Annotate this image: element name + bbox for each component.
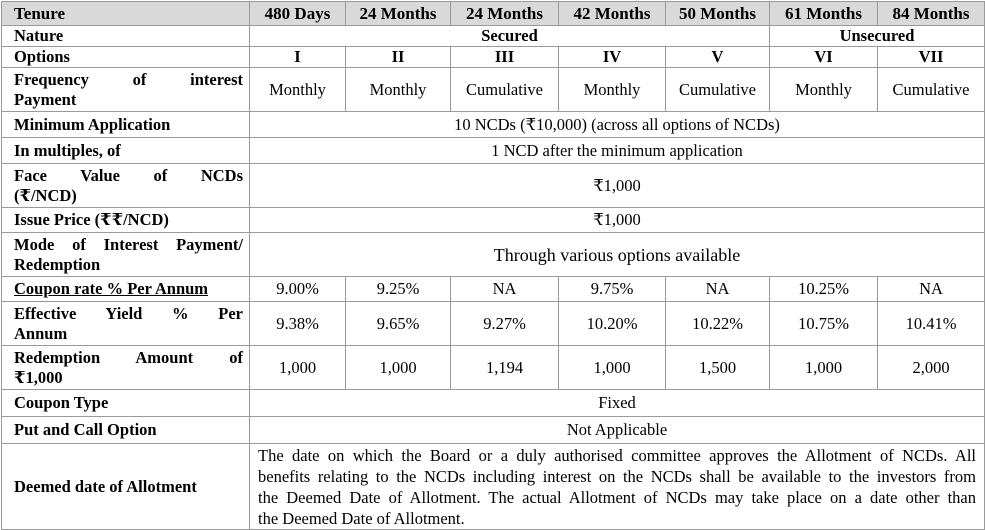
option-cell: I [250,47,346,68]
frequency-cell: Monthly [346,68,451,112]
effective-yield-cell: 10.41% [878,302,985,346]
issue-price-value: ₹1,000 [250,208,985,233]
deemed-date-row [2,444,985,530]
minimum-application-row [2,112,985,138]
tenure-cell: 50 Months [666,2,770,26]
frequency-cell: Monthly [559,68,666,112]
coupon-rate-cell: NA [666,277,770,302]
frequency-label [2,68,250,112]
coupon-rate-cell: NA [451,277,559,302]
coupon-rate-cell: 9.75% [559,277,666,302]
redemption-amount-label-line: ₹1,000 [14,367,63,387]
mode-label-line: Mode of Interest Payment/ [14,234,243,254]
coupon-rate-row [2,277,985,302]
tenure-cell: 84 Months [878,2,985,26]
secured-cell: Secured [250,26,770,47]
face-value-label-line: (₹/NCD) [14,185,77,205]
multiples-row [2,138,985,164]
minimum-application-label: Minimum Application [2,112,250,138]
option-cell: V [666,47,770,68]
frequency-label-line: Payment [14,89,77,109]
effective-yield-cell: 10.75% [770,302,878,346]
redemption-amount-cell: 1,000 [559,346,666,390]
tenure-cell: 24 Months [346,2,451,26]
deemed-date-line: benefits relating to the NCDs including interest on the NCDs shall be available to the investors from [258,466,976,486]
mode-label-line: Redemption [14,254,101,274]
tenure-cell: 480 Days [250,2,346,26]
redemption-amount-row [2,346,985,390]
redemption-amount-cell: 1,000 [770,346,878,390]
ncd-terms-table [1,1,985,530]
deemed-date-description [250,444,985,530]
minimum-application-value: 10 NCDs (₹10,000) (across all options of NCDs) [250,112,985,138]
effective-yield-cell: 10.20% [559,302,666,346]
option-cell: VII [878,47,985,68]
coupon-rate-cell: 9.25% [346,277,451,302]
face-value-label-line: Face Value of NCDs [14,165,243,185]
mode-value: Through various options available [250,233,985,277]
put-call-value: Not Applicable [250,417,985,444]
frequency-cell: Cumulative [451,68,559,112]
redemption-amount-label [2,346,250,390]
coupon-type-label: Coupon Type [2,390,250,417]
frequency-cell: Cumulative [878,68,985,112]
effective-yield-row [2,302,985,346]
effective-yield-cell: 10.22% [666,302,770,346]
coupon-rate-cell: NA [878,277,985,302]
option-cell: III [451,47,559,68]
deemed-date-line: the Deemed Date of Allotment. [258,508,465,528]
frequency-row [2,68,985,112]
deemed-date-label: Deemed date of Allotment [2,444,250,530]
put-call-label: Put and Call Option [2,417,250,444]
mode-label [2,233,250,277]
multiples-value: 1 NCD after the minimum application [250,138,985,164]
unsecured-cell: Unsecured [770,26,985,47]
tenure-row [2,2,985,26]
redemption-amount-cell: 1,000 [346,346,451,390]
option-cell: IV [559,47,666,68]
coupon-type-row [2,390,985,417]
option-cell: II [346,47,451,68]
frequency-cell: Monthly [250,68,346,112]
tenure-cell: 61 Months [770,2,878,26]
tenure-cell: 24 Months [451,2,559,26]
frequency-label-line: Frequency of interest [14,69,243,89]
issue-price-row [2,208,985,233]
face-value-label [2,164,250,208]
effective-yield-cell: 9.27% [451,302,559,346]
options-row [2,47,985,68]
face-value-row [2,164,985,208]
redemption-amount-cell: 1,000 [250,346,346,390]
effective-yield-cell: 9.65% [346,302,451,346]
effective-yield-cell: 9.38% [250,302,346,346]
put-call-row [2,417,985,444]
face-value-value: ₹1,000 [250,164,985,208]
tenure-label: Tenure [2,2,250,26]
nature-label: Nature [2,26,250,47]
coupon-rate-cell: 9.00% [250,277,346,302]
frequency-cell: Cumulative [666,68,770,112]
option-cell: VI [770,47,878,68]
coupon-rate-cell: 10.25% [770,277,878,302]
effective-yield-label-line: Annum [14,323,68,343]
multiples-label: In multiples, of [2,138,250,164]
issue-price-label: Issue Price (₹₹/NCD) [2,208,250,233]
coupon-rate-label: Coupon rate % Per Annum [2,277,250,302]
redemption-amount-cell: 2,000 [878,346,985,390]
redemption-amount-cell: 1,500 [666,346,770,390]
redemption-amount-cell: 1,194 [451,346,559,390]
effective-yield-label [2,302,250,346]
mode-row [2,233,985,277]
frequency-cell: Monthly [770,68,878,112]
tenure-cell: 42 Months [559,2,666,26]
options-label: Options [2,47,250,68]
deemed-date-line: the Deemed Date of Allotment. The actual Allotment of NCDs may take place on a date other than [258,487,976,507]
coupon-type-value: Fixed [250,390,985,417]
nature-row [2,26,985,47]
redemption-amount-label-line: Redemption Amount of [14,347,243,367]
effective-yield-label-line: Effective Yield % Per [14,303,243,323]
deemed-date-line: The date on which the Board or a duly authorised committee approves the Allotment of NCDs. All [258,445,976,465]
